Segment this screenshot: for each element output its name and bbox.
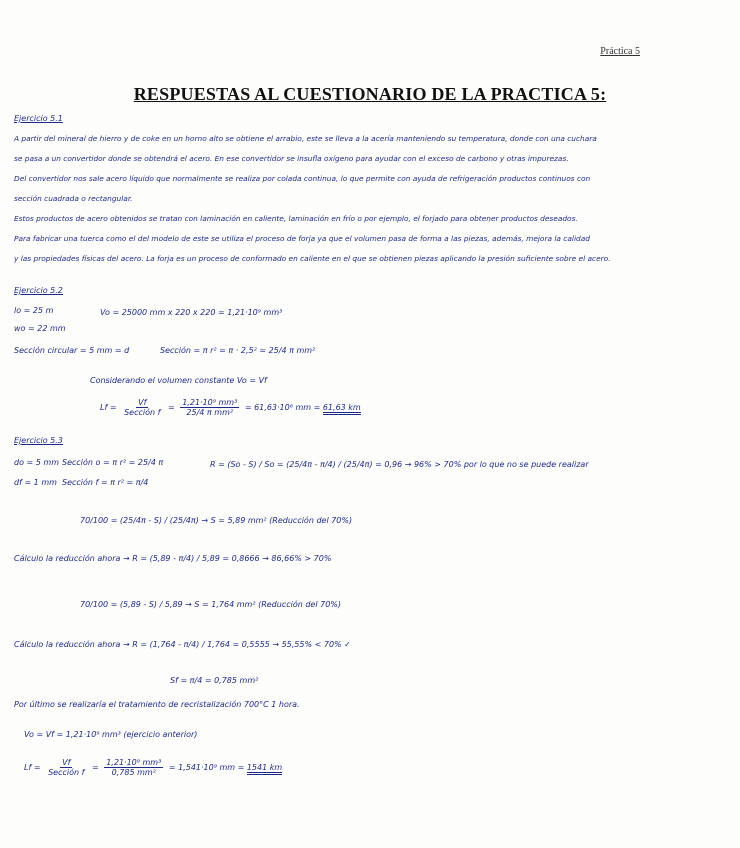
ex3-vo-eq: Vo = Vf = 1,21·10⁹ mm³ (ejercicio anterior): [24, 730, 198, 739]
ex2-lf-den2: 25/4 π mm²: [186, 408, 234, 417]
ex1-line: y las propiedades físicas del acero. La forja es un proceso de conformado en caliente en el que se obtienen piezas aplicando la presión suficiente sobre el acero.: [14, 254, 611, 263]
ex3-s1: [80, 516, 352, 525]
ex3-do: do = 5 mm: [14, 458, 59, 467]
ex1-heading: Ejercicio 5.1: [14, 114, 63, 123]
ex2-round: Sección circular = 5 mm = d: [14, 346, 130, 355]
ex2-lo: lo = 25 m: [14, 306, 54, 315]
ex3-lf-den: Sección f: [48, 768, 85, 777]
ex3-lf-formula: [24, 758, 282, 777]
ex2-lf-num: Vf: [138, 398, 147, 407]
ex3-lf-eq: =: [91, 763, 99, 772]
ex1-line: sección cuadrada o rectangular.: [14, 194, 133, 203]
ex2-vo: Vo = 25000 mm x 220 x 220 = 1,21·10⁹ mm³: [100, 308, 283, 317]
ex2-lf-num2: 1,21·10⁹ mm³: [182, 398, 238, 407]
ex3-lf-num: Vf: [62, 758, 71, 767]
ex3-heading: Ejercicio 5.3: [14, 436, 63, 445]
ex3-sf: Sección f = π r² = π/4: [62, 478, 149, 487]
ex2-lf-lhs: Lf =: [100, 403, 117, 412]
ex3-s1-res: → S = 5,89 mm² (Reducción del 70%): [201, 516, 353, 525]
ex2-heading: Ejercicio 5.2: [14, 286, 63, 295]
ex2-lf-eq: =: [167, 403, 175, 412]
ex1-line: Del convertidor nos sale acero líquido que normalmente se realiza por colada continua, lo que permite con ayuda de refrigeración productos continuos con: [14, 174, 591, 183]
ex3-lf-num2: 1,21·10⁹ mm³: [106, 758, 162, 767]
ex3-lf-result: = 1,541·10⁹ mm =: [168, 763, 245, 772]
ex3-lf-frac2: [104, 758, 163, 777]
ex3-lf-lhs: Lf =: [24, 763, 41, 772]
ex2-lf-formula: [100, 398, 361, 417]
ex1-line: se pasa a un convertidor donde se obtendrá el acero. En ese convertidor se insufla oxígeno para ayudar con el exceso de carbono y otras impurezas.: [14, 154, 569, 163]
ex2-sec-area: Sección = π r² = π · 2,5² = 25/4 π mm²: [160, 346, 316, 355]
ex3-s1-lhs: 70/100 = (25/4π - S) / (25/4π): [80, 516, 199, 525]
ex2-lf-final: 61,63 km: [323, 403, 361, 415]
ex3-df: df = 1 mm: [14, 478, 57, 487]
ex2-lf-result: = 61,63·10⁶ mm =: [244, 403, 321, 412]
header-label: Práctica 5: [600, 46, 640, 57]
ex2-wo: wo = 22 mm: [14, 324, 66, 333]
ex1-line: Para fabricar una tuerca como el del modelo de este se utiliza el proceso de forja ya que el volumen pasa de forma a las piezas, además, mejora la calidad: [14, 234, 590, 243]
ex2-lf-frac2: [180, 398, 239, 417]
ex3-s2: 70/100 = (5,89 - S) / 5,89 → S = 1,764 mm² (Reducción del 70%): [80, 600, 342, 609]
ex1-line: A partir del mineral de hierro y de coke en un horno alto se obtiene el arrabio, este se lleva a la acería manteniendo su temperatura, donde con una cuchara: [14, 134, 597, 143]
ex3-lf-frac: [46, 758, 86, 777]
ex3-so: Sección o = π r² = 25/4 π: [62, 458, 164, 467]
ex3-r1: R = (So - S) / So = (25/4π - π/4) / (25/4π) = 0,96 → 96% > 70% por lo que no se puede realizar: [210, 460, 589, 469]
ex1-line: Estos productos de acero obtenidos se tratan con laminación en caliente, laminación en frío o por ejemplo, el forjado para obtener productos deseados.: [14, 214, 578, 223]
ex3-anneal: Por último se realizaría el tratamiento de recristalización 700°C 1 hora.: [14, 700, 300, 709]
ex3-sf-eq: Sf = π/4 = 0,785 mm²: [170, 676, 259, 685]
ex2-constant: Considerando el volumen constante Vo = Vf: [90, 376, 267, 385]
ex2-lf-frac: [122, 398, 162, 417]
ex3-r2: Cálculo la reducción ahora → R = (5,89 - π/4) / 5,89 = 0,8666 → 86,66% > 70%: [14, 554, 332, 563]
page-title: RESPUESTAS AL CUESTIONARIO DE LA PRACTICA 5:: [133, 84, 607, 104]
ex2-lf-den: Sección f: [124, 408, 161, 417]
ex3-lf-final: 1541 km: [247, 763, 282, 775]
ex3-lf-den2: 0,785 mm²: [111, 768, 156, 777]
ex3-r3: Cálculo la reducción ahora → R = (1,764 - π/4) / 1,764 = 0,5555 → 55,55% < 70% ✓: [14, 640, 351, 649]
